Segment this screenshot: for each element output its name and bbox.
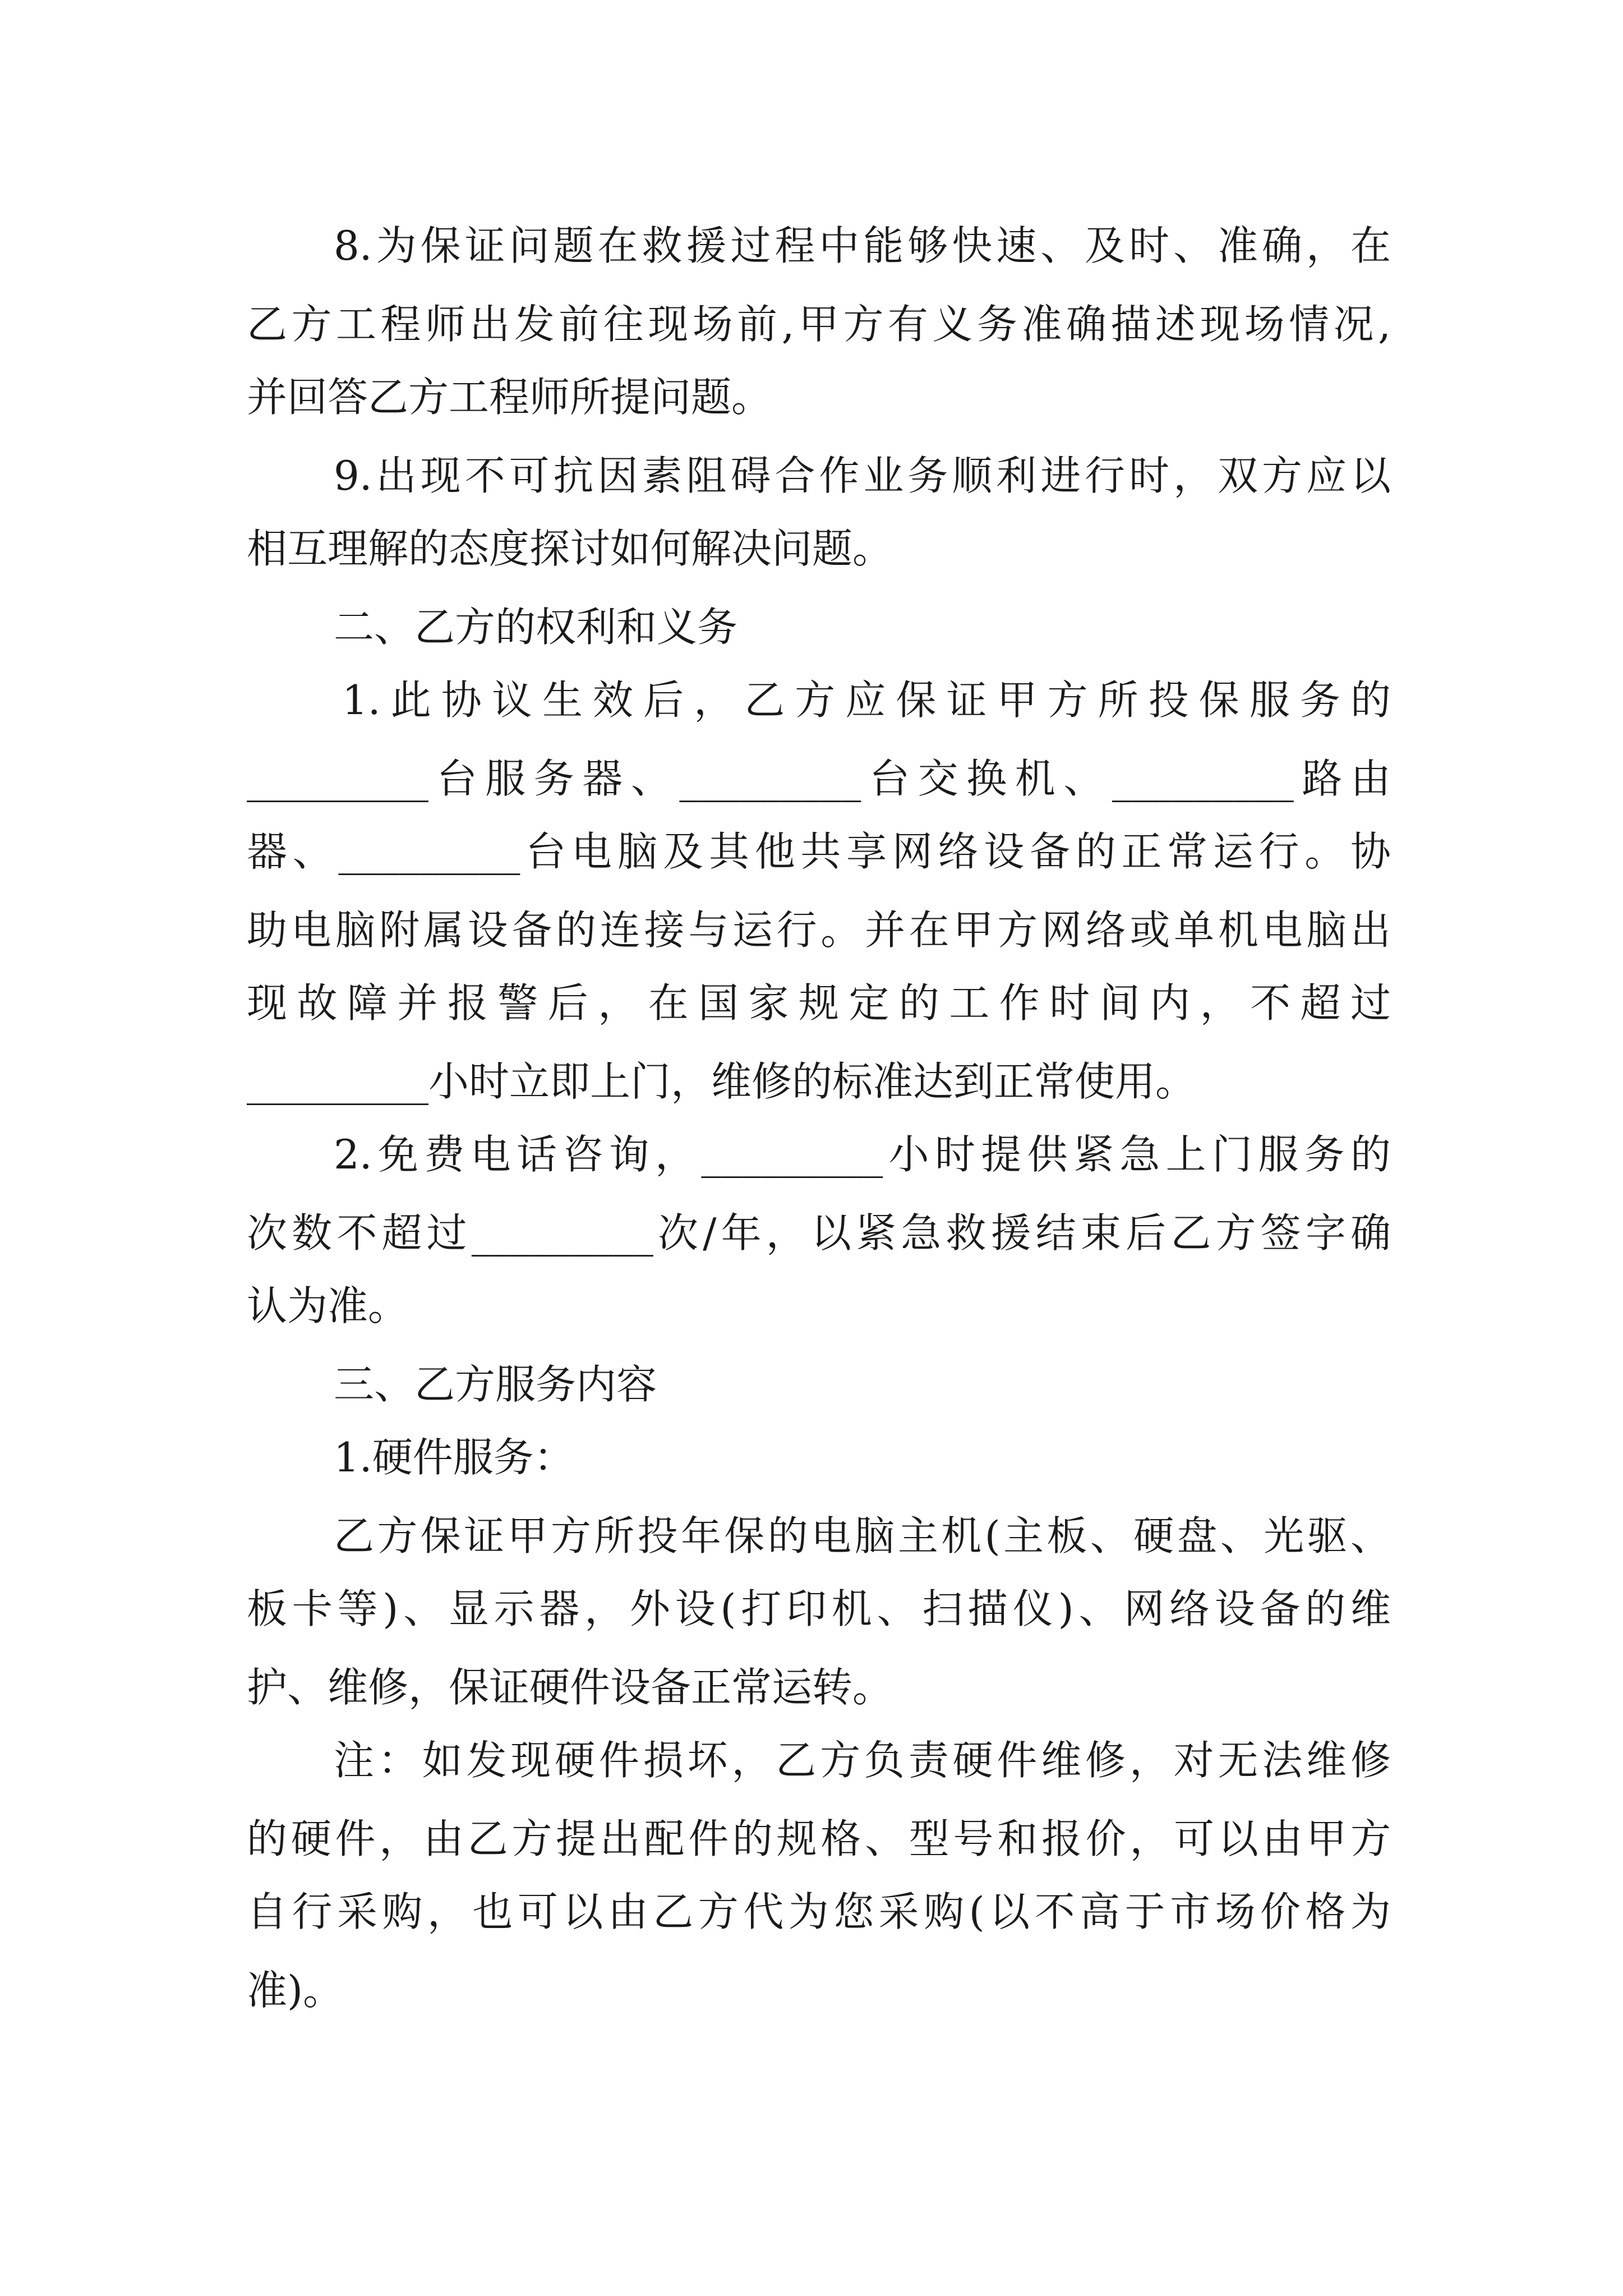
clause-2-line-1: 2.免费电话咨询，_________小时提供紧急上门服务的 xyxy=(334,1131,1391,1178)
note-line-3: 自行采购，也可以由乙方代为您采购(以不高于市场价格为 xyxy=(247,1888,1391,1935)
hardware-line-1: 乙方保证甲方所投年保的电脑主机(主板、硬盘、光驱、 xyxy=(334,1512,1391,1559)
clause-2-line-2: 次数不超过_________次/年，以紧急救援结束后乙方签字确 xyxy=(247,1209,1391,1257)
paragraph-9-line-2: 相互理解的态度探讨如何解决问题。 xyxy=(247,525,893,572)
clause-2-line-3: 认为准。 xyxy=(247,1282,409,1329)
clause-1-line-1: 1.此协议生效后，乙方应保证甲方所投保服务的 xyxy=(342,677,1391,724)
paragraph-8-line-3: 并回答乙方工程师所提问题。 xyxy=(247,374,772,421)
paragraph-8-line-2: 乙方工程师出发前往现场前,甲方有义务准确描述现场情况, xyxy=(247,301,1391,348)
paragraph-8-line-1: 8.为保证问题在救援过程中能够快速、及时、准确，在 xyxy=(334,222,1391,269)
hardware-line-3: 护、维修，保证硬件设备正常运转。 xyxy=(247,1664,893,1711)
clause-1-line-6: _________小时立即上门，维修的标准达到正常使用。 xyxy=(247,1058,1196,1105)
clause-1-line-2: _________台服务器、_________台交换机、_________路由 xyxy=(247,755,1391,802)
clause-1-line-3: 器、_________台电脑及其他共享网络设备的正常运行。协 xyxy=(247,828,1391,875)
clause-1-line-5: 现故障并报警后，在国家规定的工作时间内，不超过 xyxy=(247,979,1391,1027)
section-heading-3: 三、乙方服务内容 xyxy=(334,1361,657,1408)
note-line-2: 的硬件，由乙方提出配件的规格、型号和报价，可以由甲方 xyxy=(247,1815,1391,1862)
clause-1-line-4: 助电脑附属设备的连接与运行。并在甲方网络或单机电脑出 xyxy=(247,907,1391,954)
subsection-hardware: 1.硬件服务： xyxy=(334,1434,574,1481)
paragraph-9-line-1: 9.出现不可抗因素阻碍合作业务顺利进行时，双方应以 xyxy=(334,452,1391,499)
note-line-4: 准)。 xyxy=(247,1967,344,2014)
section-heading-2: 二、乙方的权利和义务 xyxy=(334,604,738,651)
note-line-1: 注：如发现硬件损坏，乙方负责硬件维修，对无法维修 xyxy=(334,1737,1391,1784)
hardware-line-2: 板卡等)、显示器，外设(打印机、扫描仪)、网络设备的维 xyxy=(247,1585,1391,1632)
